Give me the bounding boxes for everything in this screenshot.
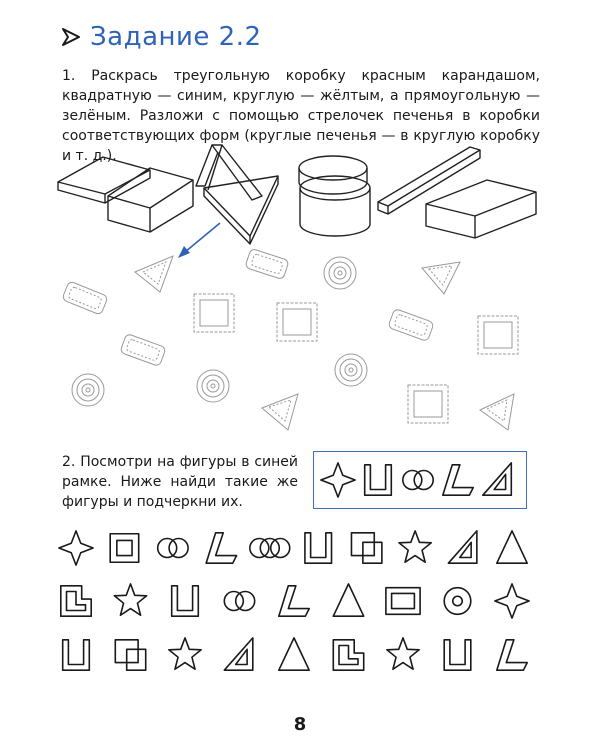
task1-instruction: 1. Раскрась треугольную коробку красным карандашом, квадратную — синим, круглую — жёлтым, а прямоугольную — зелёным. Разложи с помощью стрелочек печенья в коробки соответствующих форм (круглые печенья — в круглую коробку и т. д.). xyxy=(62,68,540,164)
shape-parallelogram-l[interactable] xyxy=(206,533,236,563)
shape-two-circles[interactable] xyxy=(158,539,188,558)
shape-two-squares[interactable] xyxy=(115,640,145,670)
shape-u-shape[interactable] xyxy=(63,640,90,670)
shape-rect-frame[interactable] xyxy=(386,588,420,615)
shape-l-shape-frame[interactable] xyxy=(333,640,363,670)
shape-three-circles[interactable] xyxy=(250,539,290,558)
shape-u-shape[interactable] xyxy=(444,640,471,670)
shape-l-shape-frame[interactable] xyxy=(61,586,91,616)
shape-star4[interactable] xyxy=(495,584,529,618)
shape-star5[interactable] xyxy=(399,531,431,562)
shape-parallelogram-l[interactable] xyxy=(497,640,527,670)
task-title: Задание 2.2 xyxy=(90,22,262,52)
task2-instruction: 2. Посмотри на фигуры в синей рамке. Ниже найди такие же фигуры и подчеркни их. xyxy=(62,454,298,510)
shape-square-frame[interactable] xyxy=(110,534,139,563)
shape-triangle-frame[interactable] xyxy=(224,638,253,670)
shape-u-shape[interactable] xyxy=(305,533,332,563)
shape-star4[interactable] xyxy=(59,531,93,565)
shape-triangle[interactable] xyxy=(279,638,309,670)
shape-ring[interactable] xyxy=(444,588,471,615)
shape-two-squares[interactable] xyxy=(351,533,381,563)
page-number: 8 xyxy=(293,714,307,735)
shape-triangle[interactable] xyxy=(333,584,363,616)
shape-u-shape[interactable] xyxy=(172,586,199,616)
shape-two-circles[interactable] xyxy=(224,592,254,611)
shape-parallelogram-l[interactable] xyxy=(279,586,309,616)
shape-star5[interactable] xyxy=(387,638,419,669)
shape-triangle-frame[interactable] xyxy=(448,531,477,563)
shape-star5[interactable] xyxy=(114,584,146,615)
shape-triangle[interactable] xyxy=(497,531,527,563)
shape-star5[interactable] xyxy=(169,638,201,669)
